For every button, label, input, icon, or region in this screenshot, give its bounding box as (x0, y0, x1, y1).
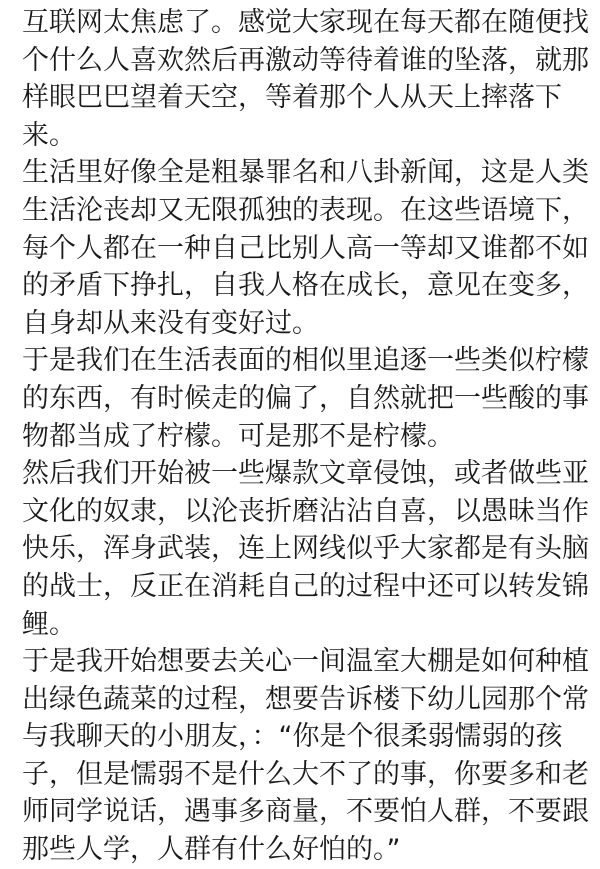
text-line: 自身却从来没有变好过。 (22, 307, 319, 339)
text-line: 的战士，反正在消耗自己的过程中还可以转发锦 (22, 570, 589, 602)
text-line: 师同学说话，遇事多商量，不要怕人群，不要跟 (22, 796, 589, 828)
text-line: 出绿色蔬菜的过程，想要告诉楼下幼儿园那个常 (22, 683, 589, 715)
text-line: 于是我开始想要去关心一间温室大棚是如何种植 (22, 646, 589, 678)
text-line: 文化的奴隶，以沦丧折磨沾沾自喜，以愚昧当作 (22, 495, 589, 527)
text-line: 生活沦丧却又无限孤独的表现。在这些语境下， (22, 194, 589, 226)
text-line: 物都当成了柠檬。可是那不是柠檬。 (22, 420, 454, 452)
text-line: 的矛盾下挣扎，自我人格在成长，意见在变多， (22, 270, 589, 302)
text-line: 互联网太焦虑了。感觉大家现在每天都在随便找 (22, 7, 589, 38)
text-line: 于是我们在生活表面的相似里追逐一些类似柠檬 (22, 345, 589, 377)
text-line: 来。 (22, 119, 76, 151)
text-line: 快乐，浑身武装，连上网线似乎大家都是有头脑 (22, 533, 589, 565)
text-line: 生活里好像全是粗暴罪名和八卦新闻，这是人类 (22, 157, 589, 189)
text-line: 然后我们开始被一些爆款文章侵蚀，或者做些亚 (22, 458, 589, 490)
text-line: 样眼巴巴望着天空，等着那个人从天上摔落下 (22, 82, 562, 114)
text-line: 个什么人喜欢然后再激动等待着谁的坠落，就那 (22, 44, 589, 76)
text-line: 每个人都在一种自己比别人高一等却又谁都不如 (22, 232, 589, 264)
text-line: 的东西，有时候走的偏了，自然就把一些酸的事 (22, 382, 589, 414)
text-line: 那些人学，人群有什么好怕的。” (22, 834, 401, 866)
text-line: 与我聊天的小朋友，：“你是个很柔弱懦弱的孩 (22, 721, 563, 753)
document-body (22, 4, 592, 869)
text-line: 鲤。 (22, 608, 76, 640)
text-line: 子，但是懦弱不是什么大不了的事，你要多和老 (22, 758, 589, 790)
